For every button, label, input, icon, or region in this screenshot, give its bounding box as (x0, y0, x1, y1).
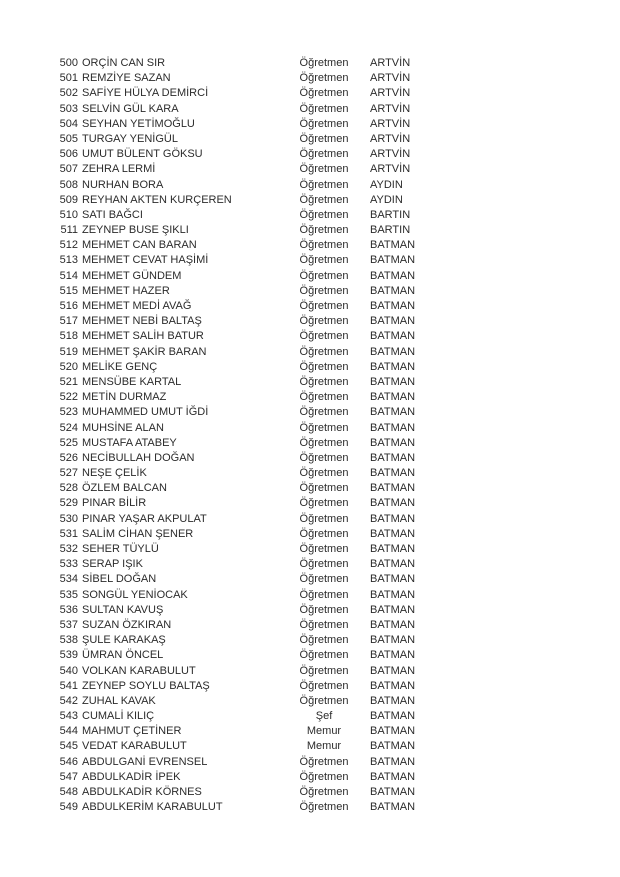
table-row (0, 724, 620, 739)
table-row (0, 755, 620, 770)
row-number: 510 (59, 208, 78, 221)
person-name: ZEYNEP BUSE ŞIKLI (82, 224, 189, 237)
person-title: Öğretmen (299, 193, 349, 206)
table-row (0, 512, 620, 527)
row-number: 544 (59, 725, 78, 738)
person-title: Şef (315, 710, 333, 723)
row-number: 513 (59, 254, 78, 267)
person-province: ARTVİN (370, 57, 411, 69)
table-row (0, 314, 620, 329)
row-number: 528 (59, 482, 78, 495)
row-number: 545 (59, 740, 78, 753)
person-title: Öğretmen (299, 451, 349, 464)
person-title: Öğretmen (299, 694, 349, 707)
row-number: 529 (59, 497, 78, 510)
table-row (0, 117, 620, 132)
person-province: BATMAN (370, 497, 416, 510)
row-number: 502 (59, 87, 78, 100)
person-title: Öğretmen (299, 300, 349, 312)
table-row (0, 56, 620, 71)
person-name: REYHAN AKTEN KURÇEREN (82, 193, 232, 206)
person-province: BATMAN (370, 710, 416, 723)
person-name: SATI BAĞCI (82, 208, 143, 221)
table-row (0, 603, 620, 618)
person-province: BATMAN (370, 254, 416, 267)
row-number: 535 (59, 588, 78, 601)
person-name: ABDULKERİM KARABULUT (82, 801, 223, 814)
row-number: 524 (59, 421, 78, 434)
row-number: 533 (59, 558, 78, 571)
table-row (0, 481, 620, 496)
person-title: Öğretmen (299, 786, 349, 798)
row-number: 521 (59, 375, 78, 388)
row-number: 509 (59, 193, 78, 206)
person-title: Öğretmen (299, 634, 349, 647)
person-province: ARTVİN (370, 72, 411, 85)
row-number: 543 (59, 710, 78, 723)
row-number: 537 (59, 618, 78, 631)
person-province: BATMAN (370, 740, 416, 753)
table-row (0, 648, 620, 663)
table-row (0, 436, 620, 451)
person-title: Öğretmen (299, 148, 349, 161)
row-number: 520 (59, 360, 78, 373)
person-name: MEHMET CAN BARAN (82, 239, 197, 252)
person-province: BATMAN (370, 603, 416, 616)
person-province: BATMAN (370, 679, 416, 692)
row-number: 536 (59, 603, 78, 616)
row-number: 541 (59, 679, 78, 692)
person-province: ARTVİN (370, 163, 411, 176)
person-province: BATMAN (370, 649, 416, 662)
person-name: SUZAN ÖZKIRAN (82, 618, 172, 631)
row-number: 519 (59, 345, 78, 358)
person-name: MAHMUT ÇETİNER (82, 725, 182, 738)
person-title: Öğretmen (299, 284, 349, 297)
table-row (0, 421, 620, 436)
personnel-table (0, 56, 620, 815)
person-province: BATMAN (370, 755, 416, 768)
row-number: 504 (59, 117, 78, 130)
person-province: ARTVİN (370, 117, 411, 130)
person-province: BATMAN (370, 482, 416, 495)
person-province: BARTIN (370, 208, 411, 221)
table-row (0, 405, 620, 420)
table-row (0, 390, 620, 405)
table-row (0, 375, 620, 390)
person-province: BATMAN (370, 725, 416, 738)
person-title: Öğretmen (299, 132, 349, 145)
person-province: AYDIN (370, 178, 403, 191)
row-number: 503 (59, 102, 78, 115)
table-row (0, 542, 620, 557)
person-name: MELİKE GENÇ (82, 360, 158, 373)
person-province: BATMAN (370, 315, 416, 328)
person-name: PINAR BİLİR (82, 497, 147, 510)
person-title: Öğretmen (299, 588, 349, 601)
person-province: BATMAN (370, 527, 416, 540)
person-province: BATMAN (370, 801, 416, 814)
person-title: Öğretmen (299, 315, 349, 328)
person-name: ABDULKADİR KÖRNES (82, 786, 202, 798)
person-title: Öğretmen (299, 482, 349, 495)
person-title: Öğretmen (299, 573, 349, 586)
table-row (0, 193, 620, 208)
person-province: BATMAN (370, 694, 416, 707)
table-row (0, 800, 620, 815)
person-title: Öğretmen (299, 269, 349, 282)
row-number: 540 (59, 664, 78, 677)
person-name: SAFİYE HÜLYA DEMİRCİ (82, 87, 209, 100)
person-province: ARTVİN (370, 132, 411, 145)
person-title: Öğretmen (299, 679, 349, 692)
table-row (0, 633, 620, 648)
person-province: BATMAN (370, 558, 416, 571)
person-title: Öğretmen (299, 649, 349, 662)
table-row (0, 223, 620, 238)
row-number: 508 (59, 178, 78, 191)
table-row (0, 208, 620, 223)
row-number: 522 (59, 391, 78, 404)
person-title: Öğretmen (299, 436, 349, 449)
person-title: Öğretmen (299, 254, 349, 267)
person-title: Öğretmen (299, 87, 349, 100)
table-row (0, 496, 620, 511)
person-name: REMZİYE SAZAN (82, 72, 171, 85)
person-name: ZUHAL KAVAK (82, 694, 156, 707)
person-title: Memur (306, 740, 342, 753)
person-name: SALİM CİHAN ŞENER (82, 527, 194, 540)
person-title: Öğretmen (299, 755, 349, 768)
person-province: BATMAN (370, 300, 416, 312)
table-row (0, 299, 620, 314)
person-title: Öğretmen (299, 770, 349, 783)
row-number: 538 (59, 634, 78, 647)
table-row (0, 147, 620, 162)
person-name: SULTAN KAVUŞ (82, 603, 164, 616)
person-name: MUHSİNE ALAN (82, 421, 164, 434)
table-row (0, 162, 620, 177)
person-province: BATMAN (370, 345, 416, 358)
table-row (0, 709, 620, 724)
row-number: 527 (59, 467, 78, 480)
person-name: SEYHAN YETİMOĞLU (82, 117, 195, 130)
table-row (0, 345, 620, 360)
table-row (0, 132, 620, 147)
person-province: BARTIN (370, 224, 411, 237)
person-province: BATMAN (370, 421, 416, 434)
person-title: Öğretmen (299, 603, 349, 616)
person-name: MUHAMMED UMUT İĞDİ (82, 406, 209, 419)
row-number: 547 (59, 770, 78, 783)
table-row (0, 102, 620, 117)
person-title: Öğretmen (299, 512, 349, 525)
person-title: Öğretmen (299, 330, 349, 343)
person-title: Öğretmen (299, 117, 349, 130)
person-title: Öğretmen (299, 345, 349, 358)
table-row (0, 588, 620, 603)
row-number: 517 (59, 315, 78, 328)
person-province: ARTVİN (370, 148, 411, 161)
person-title: Öğretmen (299, 664, 349, 677)
row-number: 518 (59, 330, 78, 343)
table-row (0, 527, 620, 542)
row-number: 500 (59, 57, 78, 69)
person-province: BATMAN (370, 360, 416, 373)
row-number: 523 (59, 406, 78, 419)
person-name: ÜMRAN ÖNCEL (82, 649, 164, 662)
person-province: BATMAN (370, 573, 416, 586)
table-row (0, 572, 620, 587)
person-title: Öğretmen (299, 72, 349, 85)
person-province: BATMAN (370, 786, 416, 798)
person-title: Öğretmen (299, 208, 349, 221)
person-name: NECİBULLAH DOĞAN (82, 451, 195, 464)
person-title: Öğretmen (299, 239, 349, 252)
row-number: 539 (59, 649, 78, 662)
person-name: MEHMET GÜNDEM (82, 269, 182, 282)
person-title: Öğretmen (299, 497, 349, 510)
table-row (0, 71, 620, 86)
row-number: 507 (59, 163, 78, 176)
person-title: Öğretmen (299, 618, 349, 631)
person-province: BATMAN (370, 451, 416, 464)
person-name: SELVİN GÜL KARA (82, 102, 179, 115)
row-number: 516 (59, 300, 78, 312)
person-name: MEHMET CEVAT HAŞİMİ (82, 254, 209, 267)
person-province: BATMAN (370, 375, 416, 388)
table-row (0, 329, 620, 344)
table-row (0, 360, 620, 375)
table-row (0, 679, 620, 694)
person-province: AYDIN (370, 193, 403, 206)
person-title: Öğretmen (299, 102, 349, 115)
row-number: 532 (59, 543, 78, 555)
person-name: NEŞE ÇELİK (82, 467, 147, 480)
person-name: METİN DURMAZ (82, 391, 167, 404)
table-row (0, 238, 620, 253)
person-province: BATMAN (370, 330, 416, 343)
person-name: SEHER TÜYLÜ (82, 543, 159, 555)
person-title: Öğretmen (299, 224, 349, 237)
person-title: Öğretmen (299, 375, 349, 388)
person-province: BATMAN (370, 436, 416, 449)
person-name: MUSTAFA ATABEY (82, 436, 177, 449)
table-row (0, 770, 620, 785)
row-number: 514 (59, 269, 78, 282)
row-number: 512 (59, 239, 78, 252)
person-name: ABDULKADİR İPEK (82, 770, 181, 783)
person-province: BATMAN (370, 634, 416, 647)
person-title: Öğretmen (299, 391, 349, 404)
person-title: Öğretmen (299, 178, 349, 191)
table-row (0, 694, 620, 709)
person-province: BATMAN (370, 406, 416, 419)
person-name: MEHMET MEDİ AVAĞ (82, 300, 192, 312)
person-name: VOLKAN KARABULUT (82, 664, 196, 677)
person-name: MEHMET HAZER (82, 284, 170, 297)
row-number: 549 (59, 801, 78, 814)
person-name: MEHMET NEBİ BALTAŞ (82, 315, 202, 328)
person-name: MENSÜBE KARTAL (82, 375, 182, 388)
person-title: Öğretmen (299, 467, 349, 480)
person-title: Memur (306, 725, 342, 738)
table-row (0, 284, 620, 299)
person-province: BATMAN (370, 618, 416, 631)
person-province: BATMAN (370, 543, 416, 555)
person-province: BATMAN (370, 467, 416, 480)
person-name: SERAP IŞIK (82, 558, 143, 571)
row-number: 531 (59, 527, 78, 540)
person-province: BATMAN (370, 770, 416, 783)
table-row (0, 785, 620, 800)
person-name: ZEYNEP SOYLU BALTAŞ (82, 679, 210, 692)
person-title: Öğretmen (299, 421, 349, 434)
row-number: 525 (59, 436, 78, 449)
person-name: ÖZLEM BALCAN (82, 482, 167, 495)
person-province: BATMAN (370, 239, 416, 252)
person-name: SONGÜL YENİOCAK (82, 588, 188, 601)
person-title: Öğretmen (299, 57, 349, 69)
person-title: Öğretmen (299, 406, 349, 419)
row-number: 505 (59, 132, 78, 145)
person-province: BATMAN (370, 269, 416, 282)
person-title: Öğretmen (299, 360, 349, 373)
table-row (0, 466, 620, 481)
person-name: TURGAY YENİGÜL (82, 132, 178, 145)
person-name: ABDULGANİ EVRENSEL (82, 755, 208, 768)
row-number: 530 (59, 512, 78, 525)
person-province: ARTVİN (370, 102, 411, 115)
table-row (0, 557, 620, 572)
row-number: 542 (59, 694, 78, 707)
row-number: 506 (59, 148, 78, 161)
person-province: BATMAN (370, 588, 416, 601)
person-province: BATMAN (370, 664, 416, 677)
person-province: ARTVİN (370, 87, 411, 100)
person-title: Öğretmen (299, 801, 349, 814)
row-number: 548 (59, 786, 78, 798)
row-number: 515 (59, 284, 78, 297)
person-name: PINAR YAŞAR AKPULAT (82, 512, 207, 525)
person-name: ZEHRA LERMİ (82, 163, 156, 176)
person-title: Öğretmen (299, 163, 349, 176)
person-province: BATMAN (370, 512, 416, 525)
row-number: 511 (60, 224, 78, 237)
table-row (0, 269, 620, 284)
table-row (0, 739, 620, 754)
table-row (0, 664, 620, 679)
person-name: MEHMET ŞAKİR BARAN (82, 345, 207, 358)
table-row (0, 451, 620, 466)
person-province: BATMAN (370, 391, 416, 404)
table-row (0, 86, 620, 101)
row-number: 526 (59, 451, 78, 464)
person-name: SİBEL DOĞAN (82, 573, 157, 586)
person-title: Öğretmen (299, 527, 349, 540)
person-title: Öğretmen (299, 558, 349, 571)
person-title: Öğretmen (299, 543, 349, 555)
person-province: BATMAN (370, 284, 416, 297)
person-name: NURHAN BORA (82, 178, 164, 191)
person-name: VEDAT KARABULUT (82, 740, 187, 753)
person-name: MEHMET SALİH BATUR (82, 330, 204, 343)
row-number: 501 (59, 72, 78, 85)
person-name: UMUT BÜLENT GÖKSU (82, 148, 203, 161)
table-row (0, 253, 620, 268)
table-row (0, 618, 620, 633)
person-name: ORÇİN CAN SIR (82, 57, 166, 69)
person-name: CUMALİ KILIÇ (82, 710, 155, 723)
row-number: 546 (59, 755, 78, 768)
person-name: ŞULE KARAKAŞ (82, 634, 166, 647)
row-number: 534 (59, 573, 78, 586)
table-row (0, 178, 620, 193)
